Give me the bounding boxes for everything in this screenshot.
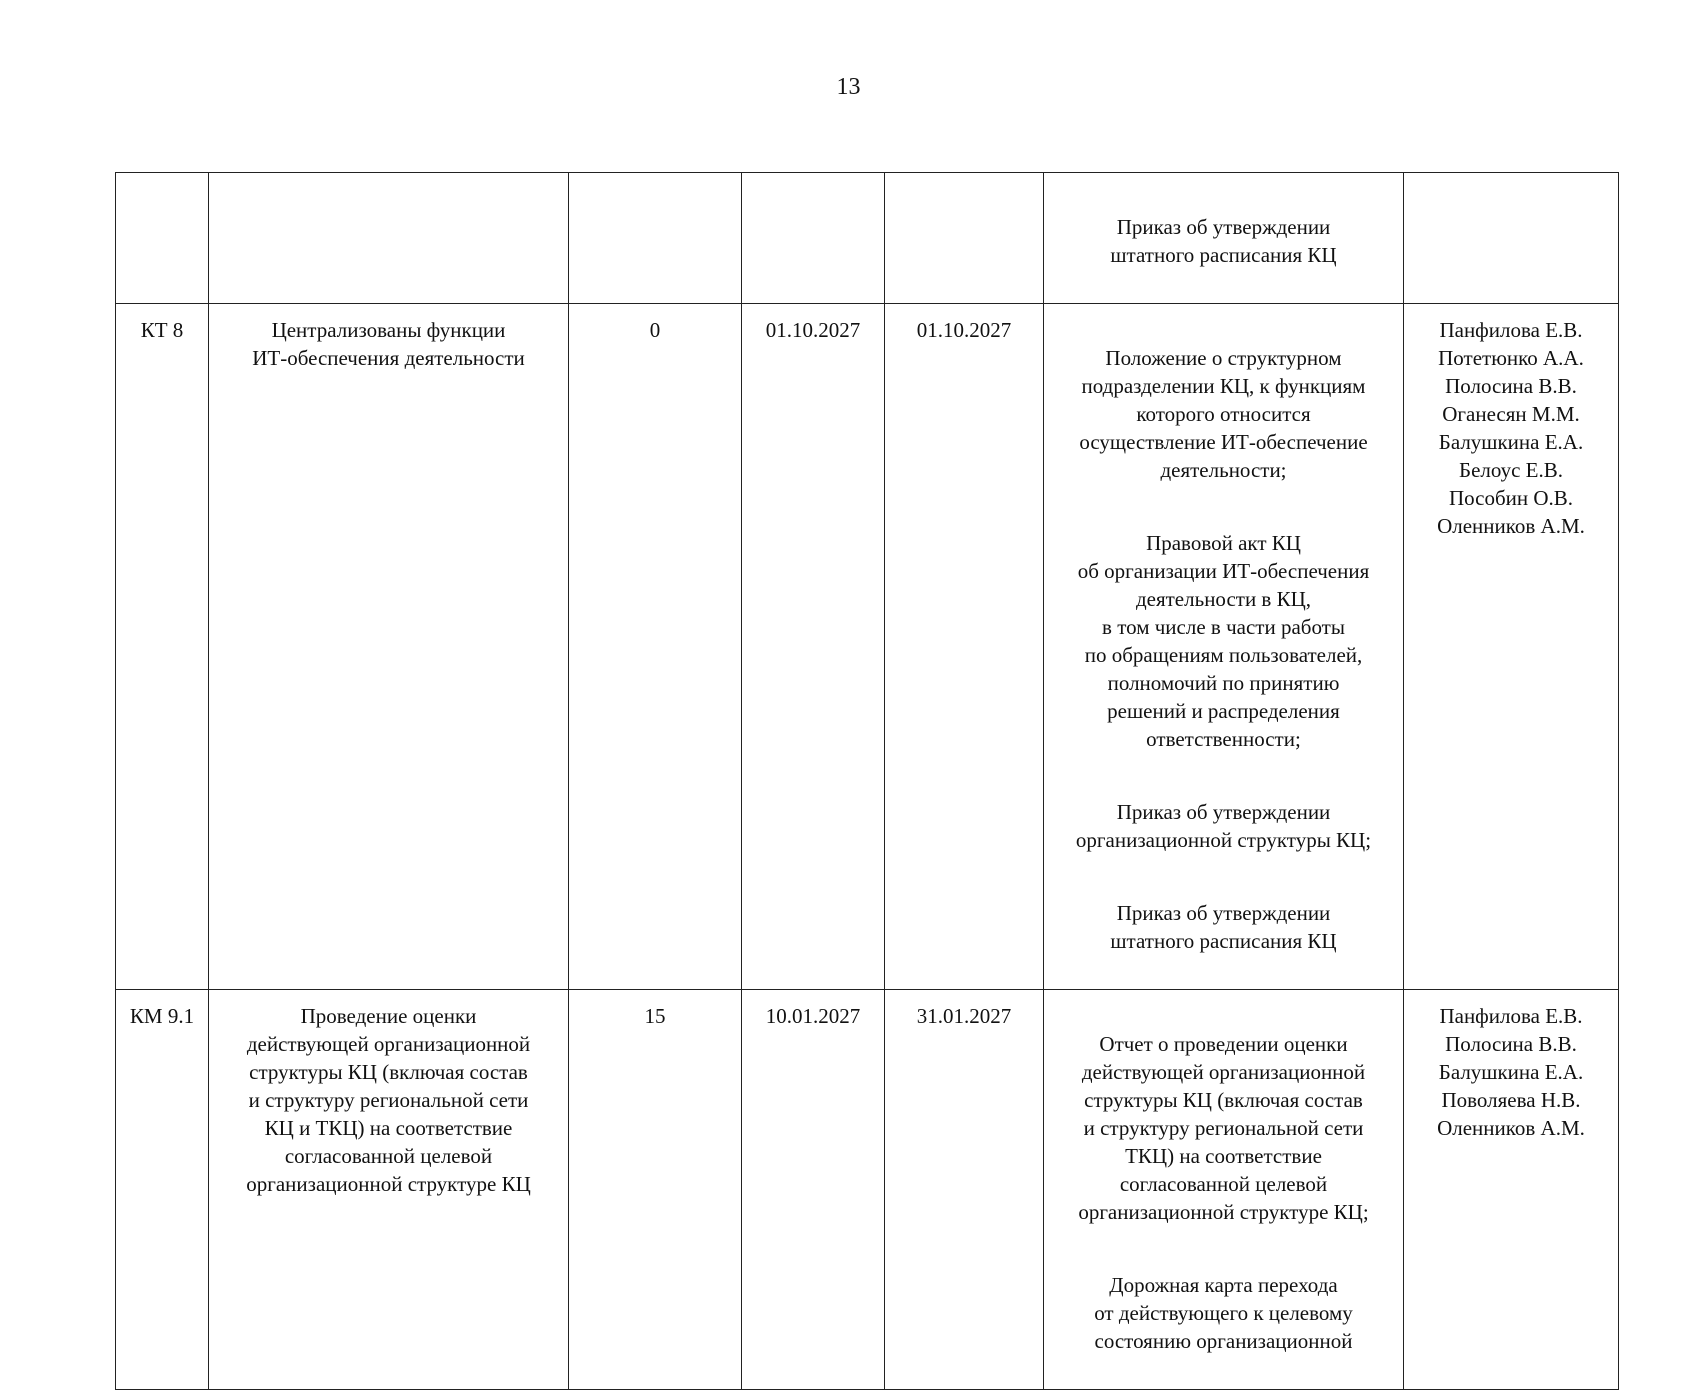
cell-start-date: 01.10.2027 <box>742 304 885 990</box>
cell-results <box>1044 304 1404 990</box>
cell-start-date <box>742 173 885 304</box>
cell-code <box>116 173 209 304</box>
result-paragraph: Приказ об утверждении организационной структуры КЦ; <box>1075 800 1372 852</box>
cell-code: КМ 9.1 <box>116 990 209 1390</box>
cell-end-date: 31.01.2027 <box>885 990 1044 1390</box>
cell-duration: 0 <box>569 304 742 990</box>
table-row <box>116 990 1619 1390</box>
result-paragraph: Приказ об утверждении штатного расписания КЦ <box>1110 215 1337 267</box>
table-row <box>116 304 1619 990</box>
result-paragraph: Правовой акт КЦ об организации ИТ-обеспечения деятельности в КЦ, в том числе в части работы по обращениям пользователей, полномочий по принятию решений и распределения ответственности; <box>1077 531 1370 751</box>
cell-duration: 15 <box>569 990 742 1390</box>
cell-end-date: 01.10.2027 <box>885 304 1044 990</box>
result-paragraph: Дорожная карта перехода от действующего к целевому состоянию организационной <box>1094 1273 1353 1353</box>
result-paragraph: Отчет о проведении оценки действующей организационной структуры КЦ (включая состав и структуру региональной сети ТКЦ) на соответствие согласованной целевой организационной структуре КЦ; <box>1078 1032 1369 1224</box>
result-paragraph: Положение о структурном подразделении КЦ, к функциям которого относится осуществление ИТ-обеспечение деятельности; <box>1079 346 1368 482</box>
page-number: 13 <box>836 74 861 100</box>
cell-responsible <box>1404 173 1619 304</box>
cell-results <box>1044 990 1404 1390</box>
cell-code: КТ 8 <box>116 304 209 990</box>
result-paragraph: Приказ об утверждении штатного расписания КЦ <box>1110 901 1337 953</box>
table-row <box>116 173 1619 304</box>
cell-name: Проведение оценки действующей организационной структуры КЦ (включая состав и структуру региональной сети КЦ и ТКЦ) на соответствие согласованной целевой организационной структуре КЦ <box>209 990 569 1390</box>
plan-table <box>115 172 1619 1390</box>
cell-results <box>1044 173 1404 304</box>
cell-duration <box>569 173 742 304</box>
cell-responsible: Панфилова Е.В. Потетюнко А.А. Полосина В.В. Оганесян М.М. Балушкина Е.А. Белоус Е.В. Пособин О.В. Оленников А.М. <box>1404 304 1619 990</box>
cell-responsible: Панфилова Е.В. Полосина В.В. Балушкина Е.А. Поволяева Н.В. Оленников А.М. <box>1404 990 1619 1390</box>
cell-name: Централизованы функции ИТ-обеспечения деятельности <box>209 304 569 990</box>
cell-end-date <box>885 173 1044 304</box>
cell-start-date: 10.01.2027 <box>742 990 885 1390</box>
cell-name <box>209 173 569 304</box>
